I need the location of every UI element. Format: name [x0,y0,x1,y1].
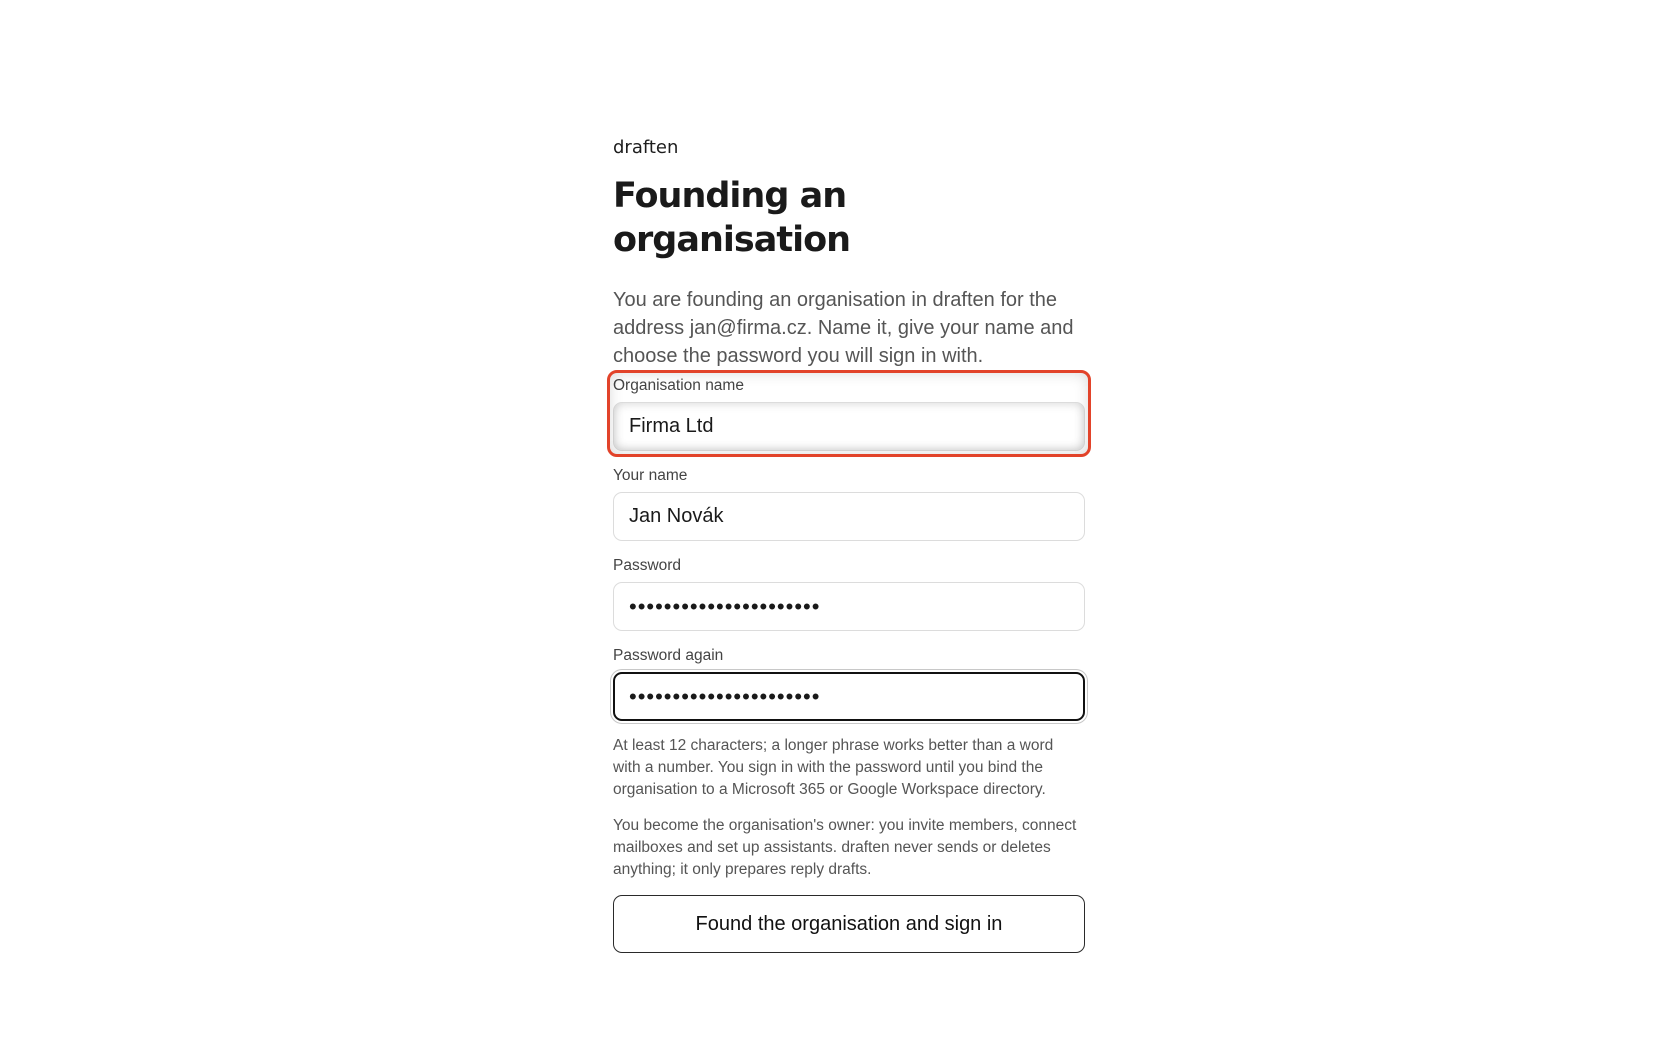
organisation-name-field [613,376,1085,451]
your-name-field [613,466,1085,541]
password-label: Password [613,557,682,574]
password-field [613,556,1085,631]
organisation-name-label: Organisation name [613,377,744,394]
password-again-label: Password again [613,647,724,664]
organisation-name-input[interactable]: Firma Ltd [613,402,1085,451]
intro-text: You are founding an organisation in draften for the address jan@firma.cz. Name it, give your name and choose the password you will sign in with. [613,289,1074,367]
founding-form-page [613,136,1085,953]
your-name-label: Your name [613,467,688,484]
brand-name: draften [613,137,679,158]
password-again-field [613,646,1085,721]
page-title: Founding an organisation [613,176,851,260]
password-again-input[interactable]: •••••••••••••••••••••• [613,672,1085,721]
password-hint: At least 12 characters; a longer phrase works better than a word with a number. You sign in with the password until you bind the organisation to a Microsoft 365 or Google Workspace directory. [613,737,1054,798]
found-organisation-button[interactable]: Found the organisation and sign in [613,895,1085,953]
your-name-input[interactable]: Jan Novák [613,492,1085,541]
owner-note: You become the organisation's owner: you invite members, connect mailboxes and set up assistants. draften never sends or deletes anything; it only prepares reply drafts. [613,817,1077,878]
password-input[interactable]: •••••••••••••••••••••• [613,582,1085,631]
